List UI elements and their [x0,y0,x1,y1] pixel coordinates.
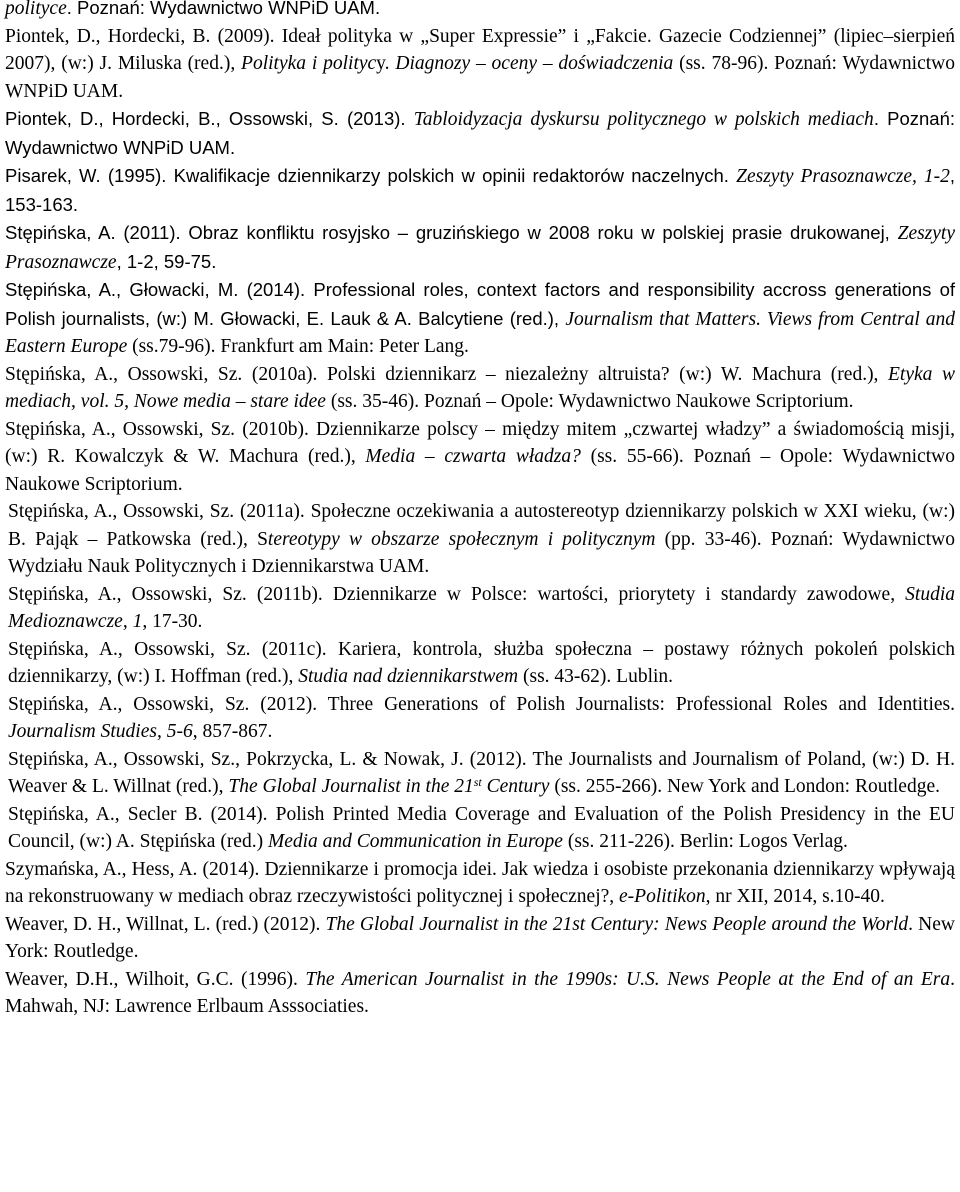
reference-entry [5,361,955,416]
bibliography [5,0,955,1021]
reference-entry [5,856,955,911]
reference-text: (ss. 78-96). Poznań: Wydawnictwo WNPiD UAM. [5,53,955,102]
reference-text: . New York: Routledge. [5,913,955,962]
reference-entry [5,416,955,499]
reference-text: (ss.79-96). Frankfurt am Main: Peter Lang. [127,336,469,357]
reference-text: Weaver, D.H., Wilhoit, G.C. (1996). [5,968,306,990]
reference-title-text: Studia Medioznawcze [8,583,955,632]
reference-text: y. [376,53,396,74]
reference-entry [5,105,955,162]
reference-title-text: e-Politikon [619,886,706,907]
reference-title-text: The American Journalist in the 1990s: U.S. News People at the End of an Era [305,968,951,990]
reference-title-text: Journalism Studies, 5-6 [8,721,193,742]
reference-title-text: Zeszyty Prasoznawcze [5,223,955,273]
reference-title-text: tereotypy w obszarze społecznym i politycznym [267,528,656,550]
reference-text: , 857-867. [192,721,273,742]
reference-text: Stępińska, A., Ossowski, Sz. (2011a). Społeczne oczekiwania a autostereotyp dziennikarzy polskich w XXI wieku, (w:) B. Pająk – Patkowska (red.), S [8,501,955,550]
reference-text: Stępińska, A., Ossowski, Sz. (2012). Three Generations of Polish Journalists: Professional Roles and Identities. [8,693,955,715]
reference-text: Stępińska, A., Ossowski, Sz. (2010a). Polski dziennikarz – niezależny altruista? (w:) W. Machura (red.), [5,363,889,385]
reference-entry [5,636,955,691]
reference-text: Weaver, D. H., Willnat, L. (red.) (2012). [5,913,326,935]
reference-entry [5,746,955,801]
reference-text: (ss. 55-66). Poznań – Opole: Wydawnictwo Naukowe Scriptorium. [5,446,956,495]
reference-text: Stępińska, A., Ossowski, Sz. (2010b). Dziennikarze polscy – między mitem „czwartej władzy” a świadomością misji, (w:) R. Kowalczyk & W. Machura (red.), [5,418,955,467]
reference-entry [5,162,955,219]
reference-text: Piontek, D., Hordecki, B. (2009). Ideał polityka w „Super Expressie” i „Fakcie. Gazecie Codziennej” (lipiec–sierpień 2007), (w:) J. Miluska (red.), [5,25,955,74]
reference-entry [5,691,955,746]
reference-text: . Poznań: Wydawnictwo WNPiD UAM. [5,108,955,158]
reference-entry [5,23,955,106]
reference-title-text: Etyka w mediach, vol. 5, Nowe media – stare idee [5,363,955,412]
reference-text: Stępińska, A., Głowacki, M. (2014). Professional roles, context factors and responsibility accross generations of Polish journalists, (w:) M. Głowacki, E. Lauk & A. Balcytiene (red.), [5,279,955,329]
reference-text: Stępińska, A., Secler B. (2014). Polish Printed Media Coverage and Evaluation of the Polish Presidency in the EU Council, (w:) A. Stępińska (red.) [8,803,955,852]
reference-title-text: st [473,775,482,789]
reference-text: Stępińska, A., Ossowski, Sz., Pokrzycka, L. & Nowak, J. (2012). The Journalists and Journalism of Poland, (w:) D. H. Weaver & L. Willnat (red.), [8,748,955,797]
reference-text: , 153-163. [5,165,955,215]
reference-text: (ss. 43-62). Lublin. [518,666,674,687]
reference-text: (ss. 211-226). Berlin: Logos Verlag. [562,831,848,852]
reference-entry [5,276,955,361]
reference-title-text: Media – czwarta władza? [365,446,581,467]
reference-title-text: The Global Journalist in the 21st Century: News People around the World [325,913,909,935]
reference-text: , 17-30. [142,611,203,632]
reference-entry [5,801,955,856]
reference-entry [5,0,955,23]
reference-title-text: polityce [5,0,67,19]
reference-title-text: Studia nad dziennikarstwem [298,666,519,687]
reference-text: . Mahwah, NJ: Lawrence Erlbaum Asssociaties. [5,968,955,1017]
reference-entry [5,911,955,966]
reference-entry [5,498,955,581]
reference-text: , 1-2, 59-75. [116,250,217,272]
reference-text: Szymańska, A., Hess, A. (2014). Dziennikarze i promocja idei. Jak wiedza i osobiste przekonania dziennikarzy wpływają na rekonstruowany w mediach obraz rzeczywistości politycznej i społecznej?, [5,858,955,907]
reference-title-text: Century [481,776,550,797]
reference-text: Stępińska, A. (2011). Obraz konfliktu rosyjsko – gruzińskiego w 2008 roku w polskiej prasie drukowanej, [5,222,898,243]
reference-text: (pp. 33-46). Poznań: Wydawnictwo Wydziału Nauk Politycznych i Dziennikarstwa UAM. [8,528,955,577]
reference-text: Stępińska, A., Ossowski, Sz. (2011c). Kariera, kontrola, służba społeczna – postawy różnych pokoleń polskich dziennikarzy, (w:) I. Hoffman (red.), [8,638,955,687]
reference-entry [5,219,955,276]
reference-title-text: Tabloidyzacja dyskursu politycznego w polskich mediach [413,109,874,130]
reference-entry [5,966,955,1021]
reference-text: (ss. 255-266). New York and London: Routledge. [549,776,940,797]
reference-title-text: Journalism that Matters. Views from Central and Eastern Europe [5,308,955,357]
reference-title-text: The Global Journalist in the 21 [228,776,474,797]
reference-title-text: Media and Communication in Europe [267,831,563,852]
reference-entry [5,581,955,636]
reference-title-text: Polityka i polityc [241,53,377,74]
reference-text: , [122,611,133,632]
reference-title-text: Zeszyty Prasoznawcze, 1-2 [736,166,950,187]
reference-text: , nr XII, 2014, s.10-40. [705,886,885,907]
reference-text: Piontek, D., Hordecki, B., Ossowski, S. (2013). [5,108,414,129]
reference-title-text: Diagnozy – oceny – doświadczenia [395,53,680,74]
reference-title-text: 1 [132,611,143,632]
reference-text: Stępińska, A., Ossowski, Sz. (2011b). Dziennikarze w Polsce: wartości, priorytety i standardy zawodowe, [8,583,906,605]
reference-text: (ss. 35-46). Poznań – Opole: Wydawnictwo Naukowe Scriptorium. [325,391,854,412]
reference-text: Pisarek, W. (1995). Kwalifikacje dziennikarzy polskich w opinii redaktorów naczelnych. [5,165,737,186]
reference-text: . Poznań: Wydawnictwo WNPiD UAM. [66,0,381,18]
